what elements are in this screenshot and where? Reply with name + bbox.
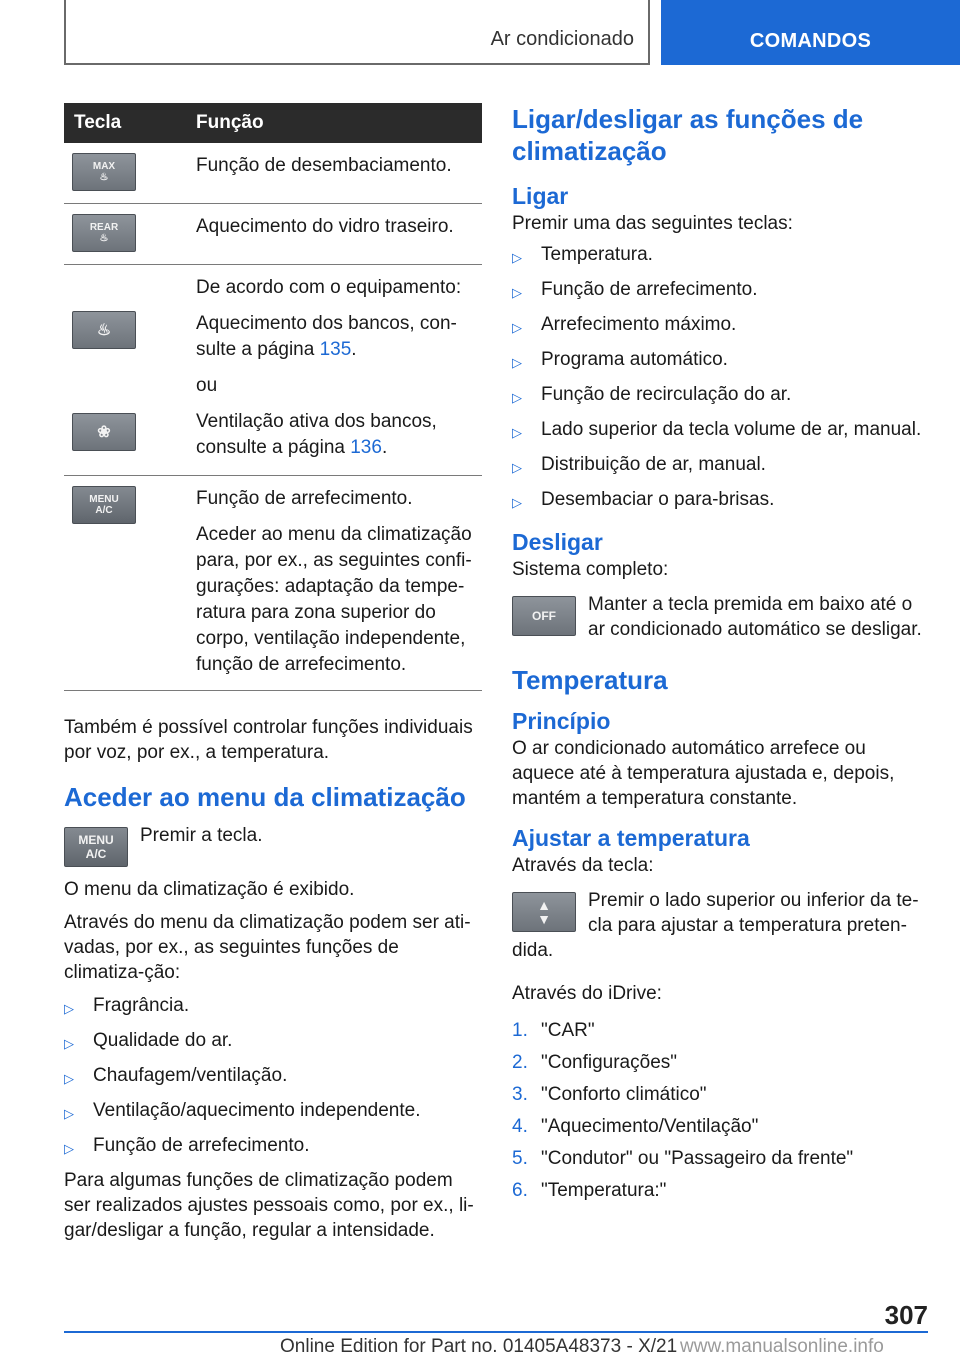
temperature-heading: Temperatura (512, 665, 668, 695)
list-item: ▷ Função de recirculação do ar. (512, 384, 792, 405)
defrost-max-key-icon: MAX ♨ (72, 153, 136, 191)
table-header-function: Função (196, 112, 264, 133)
on-heading: Ligar (512, 183, 569, 209)
menu-outro-text: Para algumas funções de climatização podem ser realizados ajustes pessoais como, por ex., li-gar/desligar a função, regular a intensidade. (64, 1170, 474, 1241)
list-item: ▷ Ventilação/aquecimento independente. (64, 1100, 421, 1121)
table-row (64, 204, 482, 265)
rear-window-heater-key-icon: REAR ♨ (72, 214, 136, 252)
section-title: Ar condicionado (490, 28, 634, 50)
list-item: ▷ Programa automático. (512, 349, 728, 370)
table-cell: Função de desembaciamento. (196, 155, 452, 176)
list-item: ▷ Fragrância. (64, 995, 190, 1016)
page-link-136[interactable]: 136 (350, 437, 382, 458)
menu-ac-key-icon: MENU A/C (64, 827, 128, 867)
list-item: 5. "Condutor" ou "Passageiro da frente" (512, 1148, 854, 1169)
page-link-135[interactable]: 135 (319, 339, 352, 360)
off-text: Manter a tecla premida em baixo até o ar condicionado automático se desligar. (588, 594, 922, 640)
off-heading: Desligar (512, 529, 603, 555)
menu-press-text: Premir a tecla. (140, 825, 263, 846)
table-cell: Aceder ao menu da climatização para, por ex., as seguintes confi-gurações: adaptação da tempe-ratura para zona superior do corpo, ventilação independente, função de arrefecimento. (196, 524, 472, 675)
on-key-list (512, 242, 930, 515)
key-function-table (64, 103, 482, 691)
list-item: ▷ Lado superior da tecla volume de ar, manual. (512, 419, 922, 440)
menu-intro-text: Através do menu da climatização podem ser ati-vadas, por ex., as seguintes funções de climatiza-ção: (64, 912, 471, 983)
table-row (64, 476, 482, 691)
list-item: ▷ Distribuição de ar, manual. (512, 454, 766, 475)
menu-function-list (64, 993, 482, 1161)
principle-text: O ar condicionado automático arrefece ou aquece até à temperatura ajustada e, depois, mantém a temperatura constante. (512, 738, 895, 809)
table-header (64, 103, 482, 143)
adjust-text: Premir o lado superior ou inferior da te-cla para ajustar a temperatura preten- (588, 890, 919, 936)
seat-heating-key-icon: ♨ (72, 311, 136, 349)
on-intro: Premir uma das seguintes teclas: (512, 213, 793, 234)
footer-watermark: www.manualsonline.info (680, 1336, 884, 1357)
list-item: ▷ Qualidade do ar. (64, 1030, 233, 1051)
principle-heading: Princípio (512, 708, 611, 734)
temperature-rocker-key-icon: ▲ ▼ (512, 892, 576, 932)
table-row (64, 143, 482, 204)
left-column (64, 103, 482, 1251)
idrive-steps (512, 1018, 930, 1203)
list-item: ▷ Desembaciar o para-brisas. (512, 489, 775, 510)
list-item: ▷ Função de arrefecimento. (64, 1135, 310, 1156)
list-item: 3. "Conforto climático" (512, 1084, 707, 1105)
right-column (512, 103, 930, 1210)
menu-heading: Aceder ao menu da climatização (64, 782, 466, 812)
table-cell: Função de arrefecimento. (196, 488, 413, 509)
table-cell: De acordo com o equipamento: (196, 277, 462, 298)
chapter-tab[interactable]: COMANDOS (661, 0, 960, 65)
voice-note: Também é possível controlar funções individuais por voz, por ex., a temperatura. (64, 717, 473, 763)
list-item: 6. "Temperatura:" (512, 1180, 667, 1201)
list-item: 4. "Aquecimento/Ventilação" (512, 1116, 759, 1137)
menu-ac-key-icon: MENU A/C (72, 486, 136, 524)
list-item: 1. "CAR" (512, 1020, 595, 1041)
list-item: ▷ Temperatura. (512, 244, 653, 265)
adjust-heading: Ajustar a temperatura (512, 825, 750, 851)
list-item: 2. "Configurações" (512, 1052, 678, 1073)
on-off-heading: Ligar/desligar as funções de climatização (512, 104, 864, 166)
table-cell: Ventilação ativa dos bancos, consulte a página 136. (196, 411, 437, 458)
footer-edition: Online Edition for Part no. 01405A48373 - X/21 (280, 1336, 678, 1357)
page-number: 307 (884, 1300, 928, 1330)
table-cell: Aquecimento dos bancos, con-sulte a página 135. (196, 313, 457, 360)
adjust-intro: Através da tecla: (512, 855, 654, 876)
table-cell: ou (196, 375, 218, 396)
list-item: ▷ Chaufagem/ventilação. (64, 1065, 288, 1086)
list-item: ▷ Função de arrefecimento. (512, 279, 758, 300)
seat-ventilation-key-icon: ❀ (72, 413, 136, 451)
footer-divider (64, 1331, 928, 1333)
adjust-text-end: dida. (512, 940, 554, 961)
idrive-intro: Através do iDrive: (512, 983, 662, 1004)
off-intro: Sistema completo: (512, 559, 669, 580)
fan-off-key-icon: OFF (512, 596, 576, 636)
table-header-key: Tecla (74, 112, 122, 133)
table-row (64, 265, 482, 476)
menu-shown-text: O menu da climatização é exibido. (64, 879, 355, 900)
list-item: ▷ Arrefecimento máximo. (512, 314, 737, 335)
table-cell: Aquecimento do vidro traseiro. (196, 216, 454, 237)
